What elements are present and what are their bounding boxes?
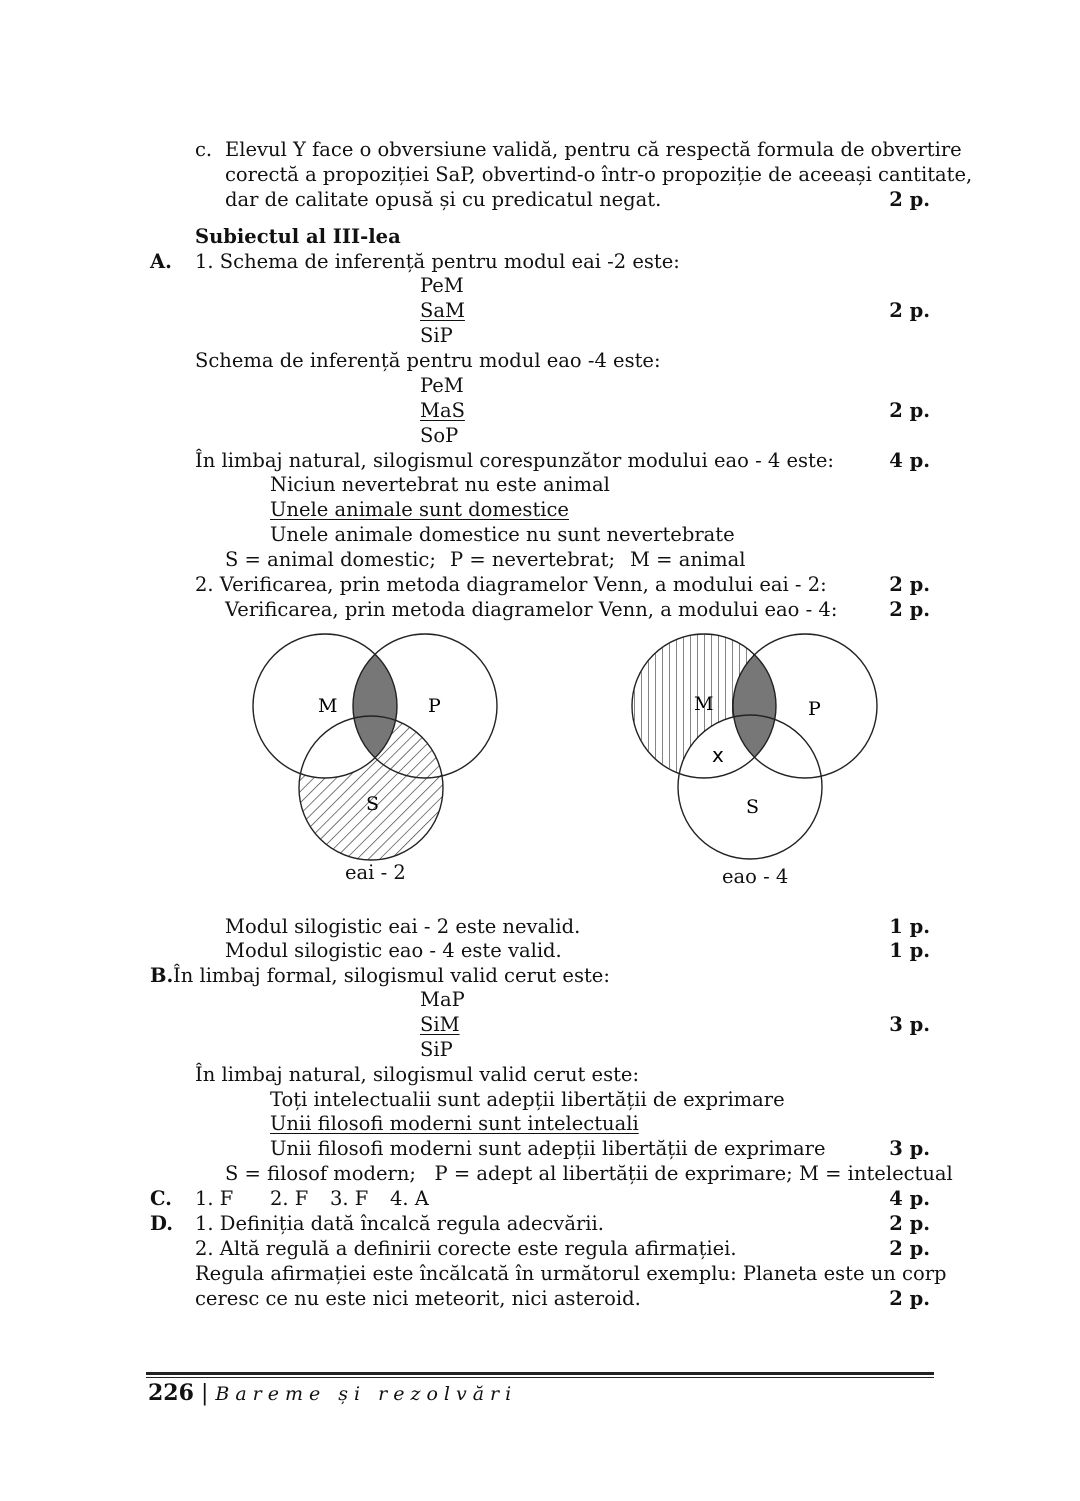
venn2-mark-x: x: [712, 743, 724, 767]
verdict-eai2: Modul silogistic eai - 2 este nevalid.: [225, 915, 581, 938]
a-term-m: M = animal: [630, 548, 746, 571]
a-item2-points2: 2 p.: [889, 598, 930, 621]
c-answer-3: 3. F: [330, 1187, 369, 1210]
b-premise1: MaP: [420, 988, 465, 1011]
b-natural-line2: Unii filosofi moderni sunt intelectuali: [270, 1112, 639, 1135]
venn-diagram-eai2: [240, 625, 510, 865]
venn1-label-m: M: [318, 695, 338, 717]
verdict-eai2-points: 1 p.: [889, 915, 930, 938]
eao4-premise2: MaS: [420, 399, 465, 422]
verdict-eao4-points: 1 p.: [889, 939, 930, 962]
section-c-label: C.: [150, 1187, 172, 1210]
verdict-eao4: Modul silogistic eao - 4 este valid.: [225, 939, 562, 962]
item-c-line1: Elevul Y face o obversiune validă, pentru că respectă formula de obvertire: [225, 138, 962, 161]
item-c-line3: dar de calitate opusă și cu predicatul negat.: [225, 188, 662, 211]
eai2-conclusion: SiP: [420, 324, 453, 347]
a-item2-line1: 2. Verificarea, prin metoda diagramelor Venn, a modului eai - 2:: [195, 573, 827, 596]
b-terms: S = filosof modern; P = adept al libertății de exprimare; M = intelectual: [225, 1162, 953, 1185]
d-item1-points: 2 p.: [889, 1212, 930, 1235]
d-item2: 2. Altă regulă a definirii corecte este regula afirmației.: [195, 1237, 737, 1260]
a-natural-intro: În limbaj natural, silogismul corespunzător modului eao - 4 este:: [195, 449, 834, 472]
page-number: 226: [148, 1380, 194, 1406]
page-footer: [148, 1378, 517, 1409]
a-term-p: P = nevertebrat;: [450, 548, 616, 571]
d-item2-line2: ceresc ce nu este nici meteorit, nici asteroid.: [195, 1287, 641, 1310]
item-c-points: 2 p.: [889, 188, 930, 211]
section-d-label: D.: [150, 1212, 174, 1235]
d-item2-extra-points: 2 p.: [889, 1287, 930, 1310]
b-natural-line3: Unii filosofi moderni sunt adepții libertății de exprimare: [270, 1137, 826, 1160]
b-natural-intro: În limbaj natural, silogismul valid cerut este:: [195, 1063, 640, 1086]
eao4-intro: Schema de inferență pentru modul eao -4 este:: [195, 349, 661, 372]
eao4-conclusion: SoP: [420, 424, 459, 447]
venn2-caption: eao - 4: [722, 865, 789, 888]
a-term-s: S = animal domestic;: [225, 548, 436, 571]
footer-separator: |: [200, 1381, 209, 1406]
c-answer-4: 4. A: [390, 1187, 429, 1210]
a-natural-line3: Unele animale domestice nu sunt nevertebrate: [270, 523, 735, 546]
section-title: Subiectul al III-lea: [195, 225, 401, 248]
item-c-line2: corectă a propoziției SaP, obvertind-o într-o propoziție de aceeași cantitate,: [225, 163, 973, 186]
eao4-points: 2 p.: [889, 399, 930, 422]
b-natural-points: 3 p.: [889, 1137, 930, 1160]
a-item1-intro: 1. Schema de inferență pentru modul eai -2 este:: [195, 250, 680, 273]
a-natural-line2: Unele animale sunt domestice: [270, 498, 569, 521]
c-points: 4 p.: [889, 1187, 930, 1210]
venn1-label-s: S: [366, 793, 380, 815]
c-answer-2: 2. F: [270, 1187, 309, 1210]
eai2-premise1: PeM: [420, 274, 464, 297]
section-b-label: B.: [150, 964, 174, 987]
venn1-caption: eai - 2: [345, 861, 406, 884]
a-item2-points1: 2 p.: [889, 573, 930, 596]
b-formal-intro: În limbaj formal, silogismul valid cerut este:: [173, 964, 610, 987]
a-item2-line2: Verificarea, prin metoda diagramelor Venn, a modului eao - 4:: [225, 598, 838, 621]
venn2-label-p: P: [808, 698, 821, 720]
eao4-premise1: PeM: [420, 374, 464, 397]
b-natural-line1: Toți intelectualii sunt adepții libertății de exprimare: [270, 1088, 785, 1111]
venn-diagram-eao4: [620, 625, 890, 865]
footer-rule-thick: [146, 1372, 934, 1375]
section-a-label: A.: [150, 250, 172, 273]
footer-title: Bareme și rezolvări: [215, 1383, 518, 1405]
venn2-label-m: M: [694, 693, 714, 715]
b-conclusion: SiP: [420, 1038, 453, 1061]
eai2-premise2: SaM: [420, 299, 465, 322]
d-item2-points: 2 p.: [889, 1237, 930, 1260]
eai2-points: 2 p.: [889, 299, 930, 322]
d-item2-line1: Regula afirmației este încălcată în următorul exemplu: Planeta este un corp: [195, 1262, 947, 1285]
b-formal-points: 3 p.: [889, 1013, 930, 1036]
c-answer-1: 1. F: [195, 1187, 234, 1210]
a-natural-points: 4 p.: [889, 449, 930, 472]
d-item1: 1. Definiția dată încalcă regula adecvării.: [195, 1212, 604, 1235]
venn1-label-p: P: [428, 695, 441, 717]
a-natural-line1: Niciun nevertebrat nu este animal: [270, 473, 610, 496]
b-premise2: SiM: [420, 1013, 460, 1036]
item-c-label: c.: [195, 138, 213, 161]
venn2-label-s: S: [746, 796, 760, 818]
